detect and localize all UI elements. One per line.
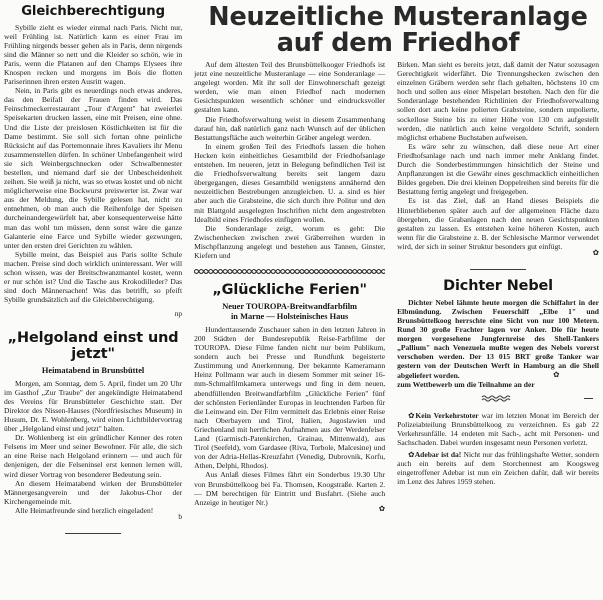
- short-dash-mark: [584, 398, 593, 399]
- paragraph: Birken. Man sieht es bereits jetzt, daß damit der Natur sozusagen Gerechtigkeit widerfährt. Die Trennungshecken zwischen den einzelnen Gräbern werden sehr flach gehalten, höchstens 10 cm hoch und sollen aus einer Mispelart bestehen. Nach den für die Sonderanlage bestehenden Richtlinien der Friedhofsverwaltung sollen dort auch keine polierten Grabsteine, sondern unpolierte, sockellose Steine bis zu einer Höhe von 130 cm aufgestellt werden, die natürlich auch keine vergoldete Schrift, sondern möglichst erhabene Buchstaben aufweisen.: [397, 60, 599, 142]
- column-1: [4, 3, 182, 600]
- paragraph: In einem großen Teil des Friedhofs lassen die hohen Hecken kein einheitliches Gesamtbild der Friedhofsanlage entstehen. Im neueren, jetzt in Belegung befindlichen Teil ist die Friedhofsverwaltung bereits seit langem dazu übergegangen, dieses Gesamtbild wenigstens annähernd den neuzeitlichen Bestrebungen anzugleichen. U. a. sind es hier aber auch die Grabsteine, die sich durch ihre Politur und den mit Blattgold ausgelegten Inschriften nicht dem angestrebten Idealbild eines Friedhofes einfügen wollen.: [194, 141, 386, 224]
- paragraph: Hunderttausende Zuschauer sahen in den letzten Jahren in 200 Städten der Bundesrepublik Reise-Farbfilme der TOUROPA. Diese Filme fanden nicht nur beim Publikum, sondern auch bei Presse und Rundfunk begeisterte Zustimmung und Anerkennung. Der bekannte Kameramann Heinz Pollmann war auch in diesem Sommer mit seiner 16-mm-Schmalfilmkamera unterwegs und fing in dem neuen, abendfüllenden Breitwandfarbfilm „Glückliche Ferien" fünf der schönsten Ferienländer Europas in leuchtenden Farben für die Leinwand ein. Der Film vermittelt das Erlebnis einer Reise nach Oberbayern und Tirol, Italien, Jugoslawien und Griechenland mit herrlichen Aufnahmen aus der Werdenfelser Land (Garmisch-Patenkirchen, Grainau, Mittenwald), aus Tirol (Seefeld), vom Gardasee (Riva, Torbole, Malcesine) und von der Adria-Hellas-Kreuzfahrt (Venedig, Dubrovnik, Korfu, Athen, Delphi, Rhodos).: [194, 324, 386, 471]
- column-3: [397, 3, 599, 600]
- article-signature: b: [178, 512, 183, 522]
- paragraph: Alle Heimatfreunde sind herzlich eingeladen!: [15, 505, 154, 515]
- brief-text: Nicht nur das frühlingshafte Wetter, sondern auch ein bereits auf dem Storchennest am Koogsweg eingetroffener Adebar ist nun ein Zeichen dafür, daß wir bereits im Lenz des Jahres 1959 stehen.: [397, 450, 599, 487]
- heading-dichter-nebel: Dichter Nebel: [443, 277, 554, 294]
- section-divider-rule: [65, 533, 121, 534]
- wavy-divider-ornament: [194, 267, 385, 276]
- brief-text: war im letzten Monat im Bereich der Polizeiabteilung Brunsbüttelkoog zu verzeichnen. Es gab 22 Verkehrsunfälle. 14 endeten mit Sach-, acht mit Personen- und Sachschaden. Dabei wurden insgesamt neun Personen verletzt.: [397, 410, 599, 448]
- article-signature: np: [174, 309, 183, 319]
- paragraph-text: zum Wettbewerb um die Teilnahme an der: [397, 379, 535, 389]
- subheading-line-1: Neuer TOUROPA-Breitwandfarbfilm: [222, 301, 358, 311]
- news-brief-verkehrstoter: [397, 411, 599, 447]
- article-signature-ornament: ✿: [553, 369, 560, 379]
- section-divider-rule: [470, 269, 526, 270]
- paragraph: Sybille meint, das Beispiel aus Paris sollte Schule machen. Preise sind doch wirklich uninteressant. Wer will schon wissen, was der Breitschwanzmantel kostet, wenn er nur schön ist? Und die Tasche aus Krokodilleder? Das sind doch Männersachen! Was das betrifft, so pfeift Sybille grundsätzlich auf die Gleichberechtigung.: [4, 249, 183, 305]
- paragraph: Nein, in Paris gibt es neuerdings noch etwas anderes, das den Beifall der Frauen finden wird. Das Feinschmeckerrestaurant „Tour d'Argent" hat zweierlei Speisekarten drucken lassen, eine mit Preisen, eine ohne. Und die Liste der preislosen Köstlichkeiten ist für die Dame bestimmt. Sie soll sich fortan ohne peinliche Rücksicht auf das Portemonnaie ihres Kavaliers ihr Menu zusammenstellen dürfen. In schöner Unbefangenheit wird sie sich Weinbergschnecken oder Schwalbennester bestellen, und niemand darf sie der Unbescheidenheit zeihen. Sie weiß ja nicht, was so etwas kostet und ob nicht möglicherweise eine Bockwurst preiswerter ist. Zwar war aus der Meldung, die Sybille gelesen hat, nicht zu entnehmen, ob man auch die Reihenfolge der Speisen durcheinandergewürfelt hat, aber konsequenterweise hätte man das wohl tun müssen, denn sonst wäre die ganze Galanterie eine Farce und Sybille wieder gezwungen, unter den ersten drei Gerichten zu wählen.: [4, 86, 183, 250]
- flower-bullet-icon: ✿: [408, 410, 416, 420]
- masthead-text: [196, 4, 600, 56]
- masthead-line-2: auf dem Friedhof: [276, 28, 520, 58]
- heading-helgoland: „Helgoland einst und jetzt": [7, 330, 179, 363]
- paragraph-lead-continued: [397, 369, 599, 389]
- article-signature-ornament: ✿: [378, 503, 386, 513]
- squiggle-divider-ornament: [397, 394, 599, 404]
- subheading-touropa: [194, 302, 385, 323]
- paragraph: Es ist das Ziel, daß an Hand dieses Beispiels die Hinterbliebenen später auch auf der allgemeinen Fläche dazu übergehen, die Grabanlagen nach den neuen Gesichtspunkten gestalten zu lassen. Es entstehen keine höheren Kosten, auch wenn für die Grabsteine z. B. der Schlesische Marmor verwendet wird, der sich in seiner Struktur besonders gut einfügt.: [397, 196, 599, 251]
- paragraph: Auf dem ältesten Teil des Brunsbüttelkooger Friedhofs ist jetzt eine neuzeitliche Musteranlage — eine Sonderanlage — angelegt worden. Mit ihr soll der Einwohnerschaft gezeigt werden, wie man einen Friedhof nach modernen Gesichtspunkten wesentlich schöner und eindrucksvoller gestalten kann.: [194, 60, 386, 115]
- paragraph: Sybille zieht es wieder einmal nach Paris. Nicht nur, weil Frühling ist. Natürlich kann es einer Frau im Frühling nirgends besser gehen als in Paris, denn nirgends sind die Männer so nett und die Kleider so schön, wie in Paris, wenn die Platanen auf den Champs Elysees ihre Knospen recken und morgens im Bois die flotten Pariserinnen ihren ersten Ausritt wagen.: [4, 22, 183, 87]
- paragraph: Morgen, am Sonntag, dem 5. April, findet um 20 Uhr im Gasthof „Zur Traube" der angekündigte Heimatabend des Vereins für Brunsbütteler Geschichte statt. Der Direktor des Nissen-Hauses (Nordfriesisches Museum) in Husum, Dr. E. Wohlenberg, wird einen Lichtbildervortrag über „Helgoland einst und jetzt" halten.: [4, 378, 183, 434]
- paragraph: Die Sonderanlage zeigt, worum es geht: Die Zwischenhecken zwischen zwei Gräberreihen wurden in Mischpflanzung angelegt und bestehen aus Tannen, Ginster, Kiefern und: [194, 223, 386, 260]
- brief-lead-in: Adebar ist da!: [414, 450, 462, 460]
- subheading-heimatabend: Heimatabend in Brunsbüttel: [41, 366, 145, 376]
- flower-bullet-icon: ✿: [408, 450, 415, 460]
- paragraph-lead: Dichter Nebel lähmte heute morgen die Schiffahrt in der Elbmündung. Zwischen Feuerschiff „Elbe 1" und Brunsbüttelkoog herrschte eine Sicht von nur 100 Metern. Rund 30 große Frachter lagen vor Anker. Die für heute morgen vorgesehene Jungfernreise des Shell-Tankers „Pallium" nach Venezuela mußte wegen des Nebels vorerst verschoben werden. Der 13 015 BRT große Tanker war gestern von der Deutschen Werft in Hamburg an die Shell abgeliefert worden.: [397, 297, 599, 380]
- masthead-line-1: Neuzeitliche Musteranlage: [208, 2, 588, 32]
- paragraph: Dr. Wohlenberg ist ein gründlicher Kenner des roten Felsens im Meer und seiner Bewohner. Für alle, die sich an eine Reise nach Helgoland erinnern — und auch für denjenigen, der die Felseninsel erst kennen lernen will, wird dieser Vortrag von besonderer Bedeutung sein.: [4, 433, 183, 479]
- article-signature-ornament: ✿: [592, 247, 599, 257]
- column-2: [194, 3, 385, 600]
- masthead: [196, 2, 600, 56]
- subheading-line-2: in Marne — Holsteinisches Haus: [230, 312, 349, 322]
- spacer: [4, 321, 182, 329]
- paragraph: Aus Anlaß dieses Filmes fährt ein Sonderbus 19.30 Uhr von Brunsbüttelkoog bei Fa. Thomsen, Koogstraße. Karten 2.— DM berechtigen für Eintritt und Busfahrt. (Siehe auch Anzeige in heutiger Nr.): [194, 470, 386, 507]
- news-brief-adebar: [397, 450, 599, 486]
- brief-lead-in: Kein Verkehrstoter: [415, 410, 479, 420]
- heading-gleichberechtigung: Gleichberechtigung: [21, 4, 165, 19]
- heading-glueckliche-ferien: „Glückliche Ferien": [212, 282, 367, 299]
- paragraph: Es wäre sehr zu wünschen, daß diese neue Art einer Friedhofsanlage nach und nach immer mehr Anklang findet. Durch die Sonderbestimmungen hinsichtlich der Steine und Anpflanzungen ist die Gewähr eines geschmacklich einheitlichen Bildes gegeben. Die drei kleinen Doppelreihen sind bereits für die Bestattung fertig angelegt und freigegeben.: [397, 141, 599, 197]
- paragraph: Die Friedhofsverwaltung weist in diesem Zusammenhang darauf hin, daß natürlich ganz nach Wunsch auf der üblichen Bestattungsfläche auch weiterhin Gräber angelegt werden.: [194, 114, 386, 142]
- paragraph: An diesem Heimatabend wirken der Brunsbütteler Männergesangverein und der Jakobus-Chor der Kirchengemeinde mit.: [4, 478, 183, 506]
